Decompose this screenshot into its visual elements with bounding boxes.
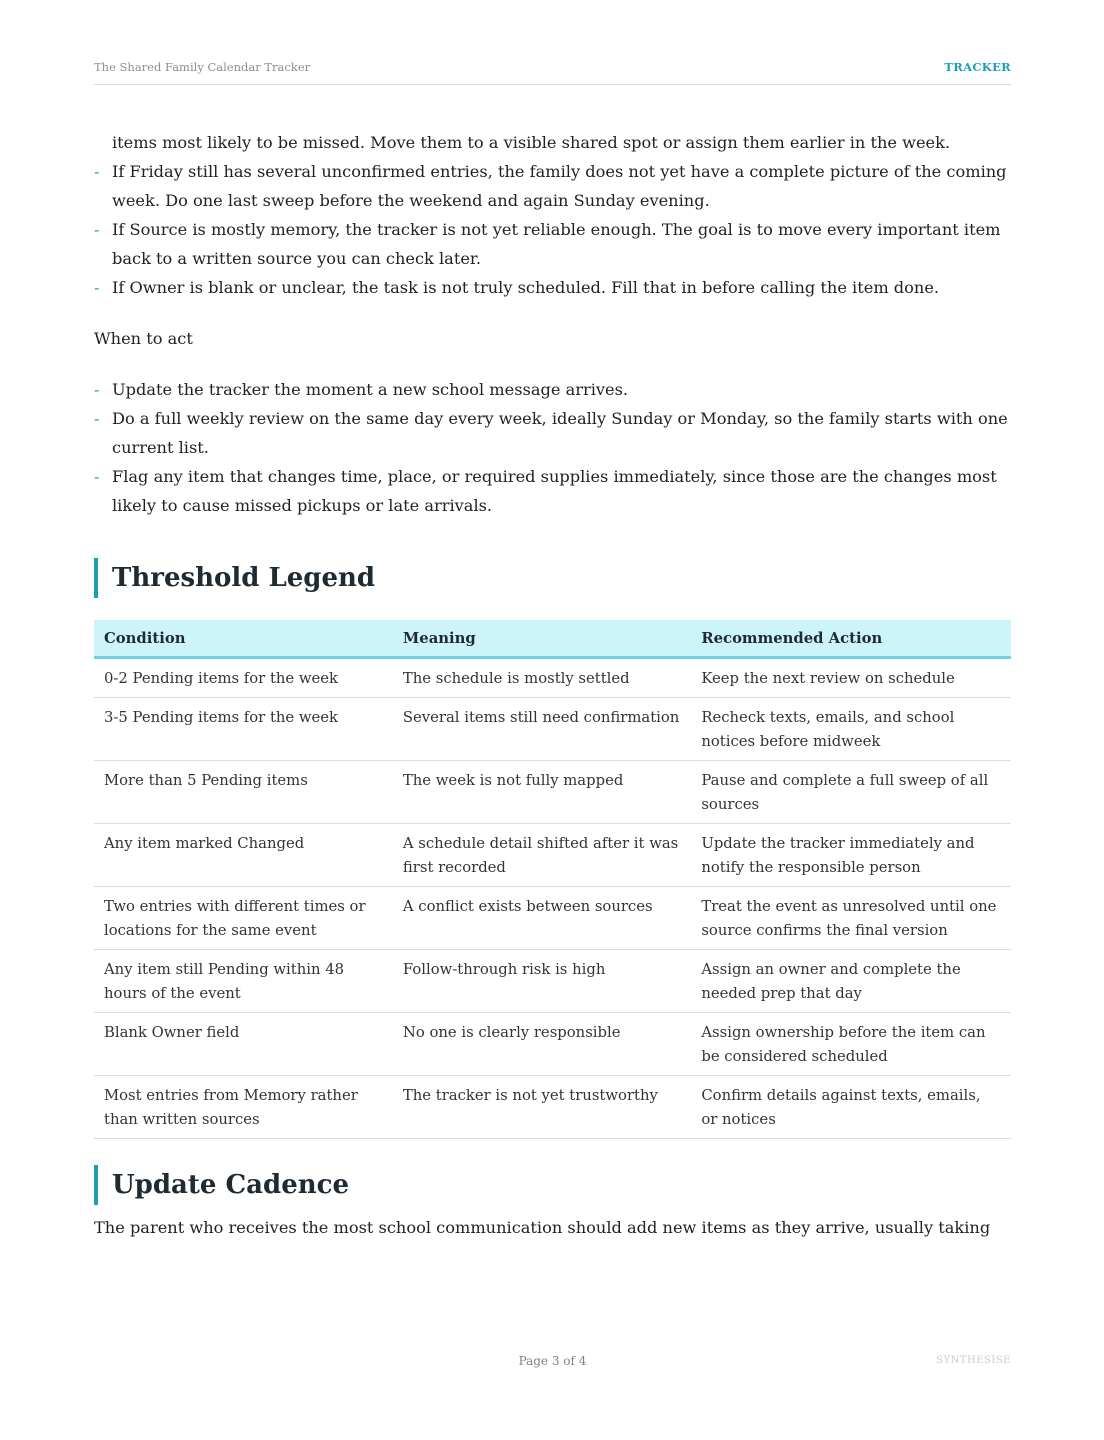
page-number: Page 3 of 4 — [518, 1354, 587, 1368]
list-item — [94, 215, 1011, 273]
heading-text: Threshold Legend — [112, 563, 376, 593]
table-row — [94, 698, 1011, 761]
list-item — [94, 375, 1011, 404]
meaning-cell: A schedule detail shifted after it was first recorded — [393, 824, 691, 887]
condition-cell: 3-5 Pending items for the week — [94, 698, 393, 761]
list-item — [94, 462, 1011, 520]
condition-cell: Two entries with different times or locations for the same event — [94, 887, 393, 950]
footer-brand: SYNTHESISE — [936, 1355, 1011, 1366]
meaning-cell: Several items still need confirmation — [393, 698, 691, 761]
table-row — [94, 824, 1011, 887]
page-content — [94, 128, 1011, 1242]
action-cell: Update the tracker immediately and notify the responsible person — [691, 824, 1011, 887]
intro-bullet-list — [94, 157, 1011, 302]
table-header-row — [94, 620, 1011, 658]
bullet-text: If Friday still has several unconfirmed entries, the family does not yet have a complete picture of the coming week. Do one last sweep before the weekend and again Sunday evening. — [112, 162, 1007, 210]
table-row — [94, 1013, 1011, 1076]
bullet-text: Do a full weekly review on the same day every week, ideally Sunday or Monday, so the family starts with one current list. — [112, 409, 1008, 457]
bullet-text: If Owner is blank or unclear, the task is not truly scheduled. Fill that in before calling the item done. — [112, 278, 940, 297]
action-cell: Pause and complete a full sweep of all sources — [691, 761, 1011, 824]
condition-cell: Any item marked Changed — [94, 824, 393, 887]
running-header — [94, 60, 1011, 85]
update-cadence-paragraph: The parent who receives the most school communication should add new items as they arrive, usually taking — [94, 1218, 991, 1237]
action-cell: Confirm details against texts, emails, or notices — [691, 1076, 1011, 1139]
section-tag: TRACKER — [944, 60, 1011, 74]
table-row — [94, 950, 1011, 1013]
bullet-dash: - — [94, 380, 100, 399]
bullet-dash: - — [94, 409, 100, 428]
table-row — [94, 761, 1011, 824]
list-item — [94, 404, 1011, 462]
bullet-dash: - — [94, 220, 100, 239]
bullet-text: Flag any item that changes time, place, or required supplies immediately, since those are the changes most likely to cause missed pickups or late arrivals. — [112, 467, 997, 515]
bullet-text: Update the tracker the moment a new school message arrives. — [112, 380, 629, 399]
bullet-dash: - — [94, 278, 100, 297]
column-header-condition: Condition — [94, 620, 393, 658]
meaning-cell: A conflict exists between sources — [393, 887, 691, 950]
when-to-act-label: When to act — [94, 329, 193, 348]
condition-cell: Blank Owner field — [94, 1013, 393, 1076]
bullet-text: If Source is mostly memory, the tracker is not yet reliable enough. The goal is to move every important item back to a written source you can check later. — [112, 220, 1001, 268]
condition-cell: Any item still Pending within 48 hours of the event — [94, 950, 393, 1013]
bullet-dash: - — [94, 467, 100, 486]
action-cell: Keep the next review on schedule — [691, 658, 1011, 698]
threshold-legend-table — [94, 620, 1011, 1139]
when-to-act-list — [94, 375, 1011, 520]
heading-text: Update Cadence — [112, 1170, 350, 1200]
table-row — [94, 887, 1011, 950]
document-title: The Shared Family Calendar Tracker — [94, 60, 311, 74]
action-cell: Assign ownership before the item can be considered scheduled — [691, 1013, 1011, 1076]
list-item — [94, 273, 1011, 302]
bullet-dash: - — [94, 162, 100, 181]
list-item — [94, 157, 1011, 215]
meaning-cell: Follow-through risk is high — [393, 950, 691, 1013]
column-header-meaning: Meaning — [393, 620, 691, 658]
meaning-cell: The tracker is not yet trustworthy — [393, 1076, 691, 1139]
action-cell: Assign an owner and complete the needed prep that day — [691, 950, 1011, 1013]
continued-bullet-text: items most likely to be missed. Move them to a visible shared spot or assign them earlier in the week. — [112, 133, 951, 152]
document-page — [94, 0, 1011, 1440]
meaning-cell: The week is not fully mapped — [393, 761, 691, 824]
condition-cell: 0-2 Pending items for the week — [94, 658, 393, 698]
meaning-cell: No one is clearly responsible — [393, 1013, 691, 1076]
heading-accent-bar — [94, 558, 98, 598]
update-cadence-heading — [94, 1165, 1011, 1205]
condition-cell: Most entries from Memory rather than written sources — [94, 1076, 393, 1139]
meaning-cell: The schedule is mostly settled — [393, 658, 691, 698]
column-header-recommended-action: Recommended Action — [691, 620, 1011, 658]
threshold-legend-heading — [94, 558, 1011, 598]
table-row — [94, 1076, 1011, 1139]
action-cell: Recheck texts, emails, and school notices before midweek — [691, 698, 1011, 761]
table-row — [94, 658, 1011, 698]
heading-accent-bar — [94, 1165, 98, 1205]
condition-cell: More than 5 Pending items — [94, 761, 393, 824]
action-cell: Treat the event as unresolved until one source confirms the final version — [691, 887, 1011, 950]
